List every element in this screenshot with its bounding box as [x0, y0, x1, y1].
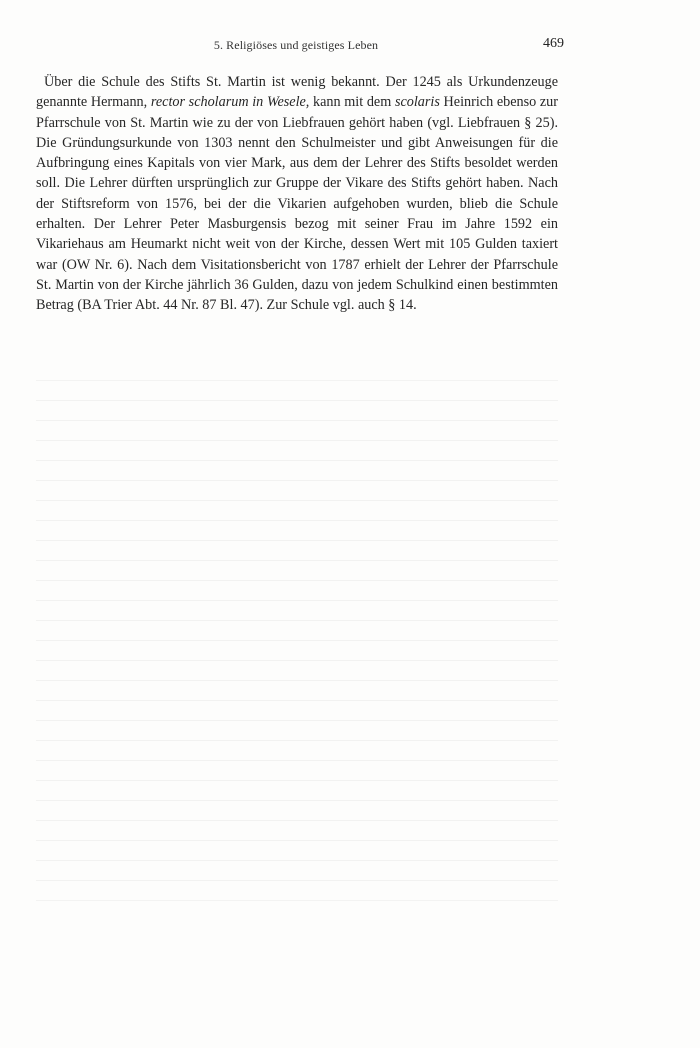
latin-term: scolaris — [394, 94, 440, 111]
text-segment: kann mit dem — [309, 94, 395, 111]
paragraph — [36, 72, 558, 316]
show-through-texture — [36, 380, 558, 940]
body-text — [36, 72, 558, 316]
running-head — [36, 36, 564, 56]
latin-phrase: rector scholarum in Wesele, — [150, 94, 310, 111]
running-title: 5. Religiöses und geistiges Leben — [213, 38, 379, 52]
text-segment: Heinrich ebenso zur Pfarrschule von St. Martin wie zu der von Liebfrauen gehört haben (vgl. Liebfrauen § 25). Die Gründungsurkunde von 1303 nennt den Schulmeister und gibt Anweisungen für die Aufbringung eines Kapitals von vier Mark, aus dem der Lehrer des Stifts besoldet werden soll. Die Lehrer dürften ursprünglich zur Gruppe der Vikare des Stifts gehört haben. Nach der Stiftsreform von 1576, bei der die Vikarien aufgehoben wurden, blieb die Schule erhalten. Der Lehrer Peter Masburgensis bezog mit seiner Frau im Jahre 1592 ein Vikariehaus am Heumarkt nicht weit von der Kirche, dessen Wert mit 105 Gulden taxiert war (OW Nr. 6). Nach dem Visitationsbericht von 1787 erhielt der Lehrer der Pfarrschule St. Martin von der Kirche jährlich 36 Gulden, dazu von jedem Schulkind einen bestimmten Betrag (BA Trier Abt. 44 Nr. 87 Bl. 47). Zur Schule vgl. auch § 14. — [36, 94, 559, 314]
page-number: 469 — [543, 36, 564, 51]
text-segment: Über die Schule des Stifts St. Martin ist wenig bekannt. Der 1245 als Urkundenzeuge genannte Hermann, — [36, 74, 558, 111]
